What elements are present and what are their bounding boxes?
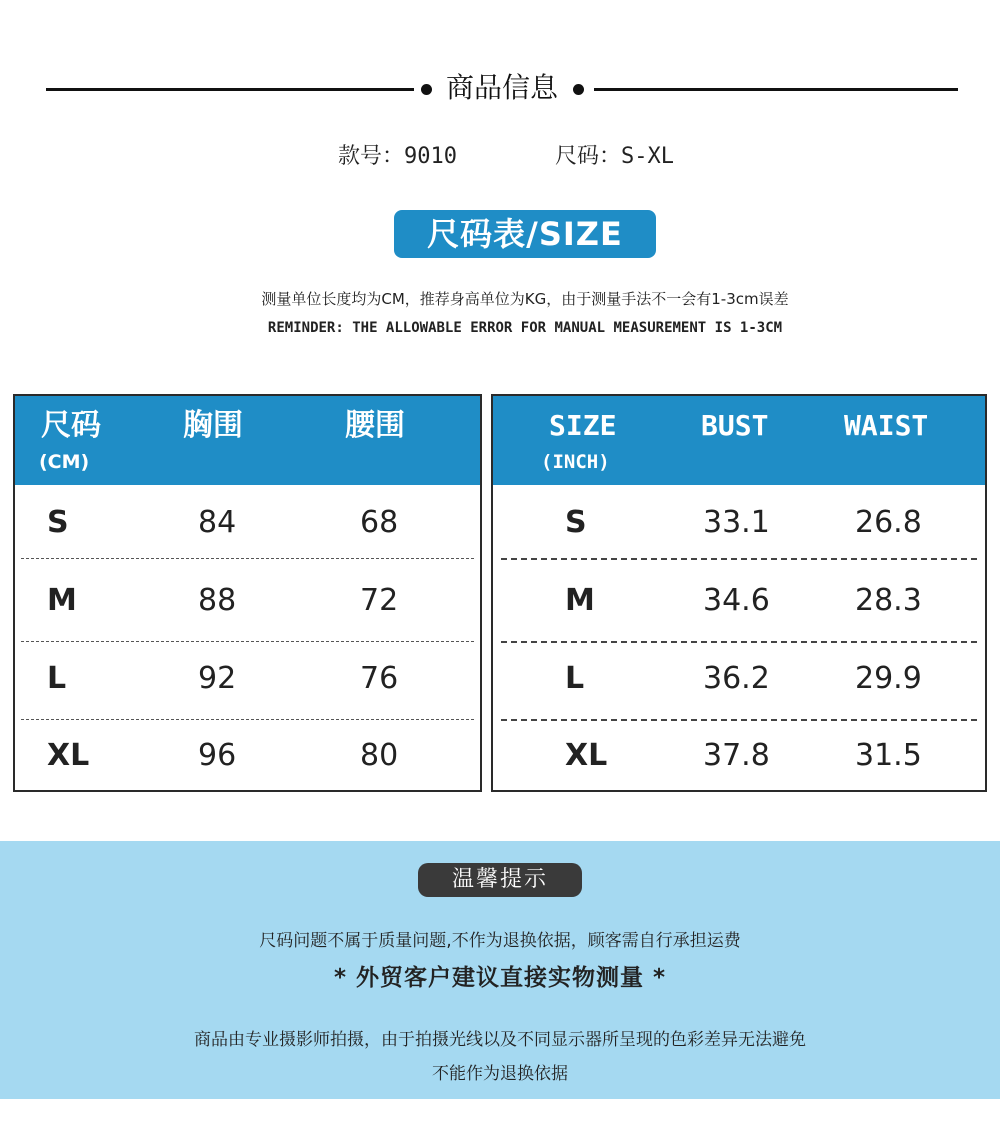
row-divider [21, 558, 474, 559]
tips-line-4: 不能作为退换依据 [432, 1064, 568, 1084]
table-row [493, 563, 985, 641]
header-waist: WAIST [844, 409, 929, 442]
size-table-cm [13, 394, 482, 792]
tips-section [0, 841, 1000, 1099]
tips-line-1: 尺码问题不属于质量问题,不作为退换依据，顾客需自行承担运费 [259, 931, 741, 951]
header-waist: 腰围 [345, 408, 405, 443]
section-title: 商品信息 [445, 71, 558, 104]
measurement-note-en: REMINDER: THE ALLOWABLE ERROR FOR MANUAL MEASUREMENT IS 1-3CM [267, 320, 783, 336]
cell-size: L [47, 661, 67, 696]
header-size-unit: (CM) [39, 451, 90, 473]
table-header [493, 396, 985, 485]
measurement-note-cn: 测量单位长度均为CM，推荐身高单位为KG，由于测量手法不一会有1-3cm误差 [261, 290, 789, 308]
cell-waist: 76 [360, 661, 399, 696]
row-divider [501, 558, 977, 560]
cell-waist: 68 [360, 505, 399, 540]
cell-waist: 29.9 [855, 661, 922, 696]
cell-bust: 92 [198, 661, 237, 696]
cell-size: XL [47, 738, 90, 773]
header-line-right [594, 88, 958, 91]
header-size-unit: (INCH) [541, 451, 610, 473]
header-bust: 胸围 [183, 408, 243, 443]
cell-waist: 31.5 [855, 738, 922, 773]
cell-size: L [565, 661, 585, 696]
cell-bust: 37.8 [703, 738, 770, 773]
cell-bust: 84 [198, 505, 237, 540]
tips-line-2: * 外贸客户建议直接实物测量 * [333, 965, 667, 991]
style-number [338, 142, 457, 172]
cell-size: M [47, 583, 77, 618]
cell-bust: 34.6 [703, 583, 770, 618]
table-row [15, 718, 480, 796]
header-dot-right [573, 84, 584, 95]
table-row [493, 641, 985, 719]
cell-bust: 33.1 [703, 505, 770, 540]
header-dot-left [421, 84, 432, 95]
cell-bust: 88 [198, 583, 237, 618]
cell-waist: 80 [360, 738, 399, 773]
table-row [493, 718, 985, 796]
size-range [555, 142, 674, 172]
cell-waist: 28.3 [855, 583, 922, 618]
style-label: 款号： [338, 144, 405, 169]
tips-line-3: 商品由专业摄影师拍摄，由于拍摄光线以及不同显示器所呈现的色彩差异无法避免 [194, 1030, 806, 1050]
cell-size: S [565, 505, 587, 540]
size-chart-banner: 尺码表/SIZE [394, 210, 656, 258]
table-header [15, 396, 480, 485]
cell-waist: 72 [360, 583, 399, 618]
header-bust: BUST [701, 409, 769, 442]
cell-size: XL [565, 738, 608, 773]
table-row [15, 485, 480, 563]
table-row [493, 485, 985, 563]
table-row [15, 641, 480, 719]
cell-waist: 26.8 [855, 505, 922, 540]
style-value: 9010 [404, 144, 457, 169]
cell-bust: 36.2 [703, 661, 770, 696]
header-line-left [46, 88, 414, 91]
table-row [15, 563, 480, 641]
header-size: 尺码 [41, 408, 101, 443]
cell-size: S [47, 505, 69, 540]
size-range-label: 尺码： [555, 144, 622, 169]
tips-badge: 温馨提示 [418, 863, 582, 897]
size-table-inch [491, 394, 987, 792]
cell-bust: 96 [198, 738, 237, 773]
header-size: SIZE [549, 409, 617, 442]
size-range-value: S-XL [621, 144, 674, 169]
cell-size: M [565, 583, 595, 618]
